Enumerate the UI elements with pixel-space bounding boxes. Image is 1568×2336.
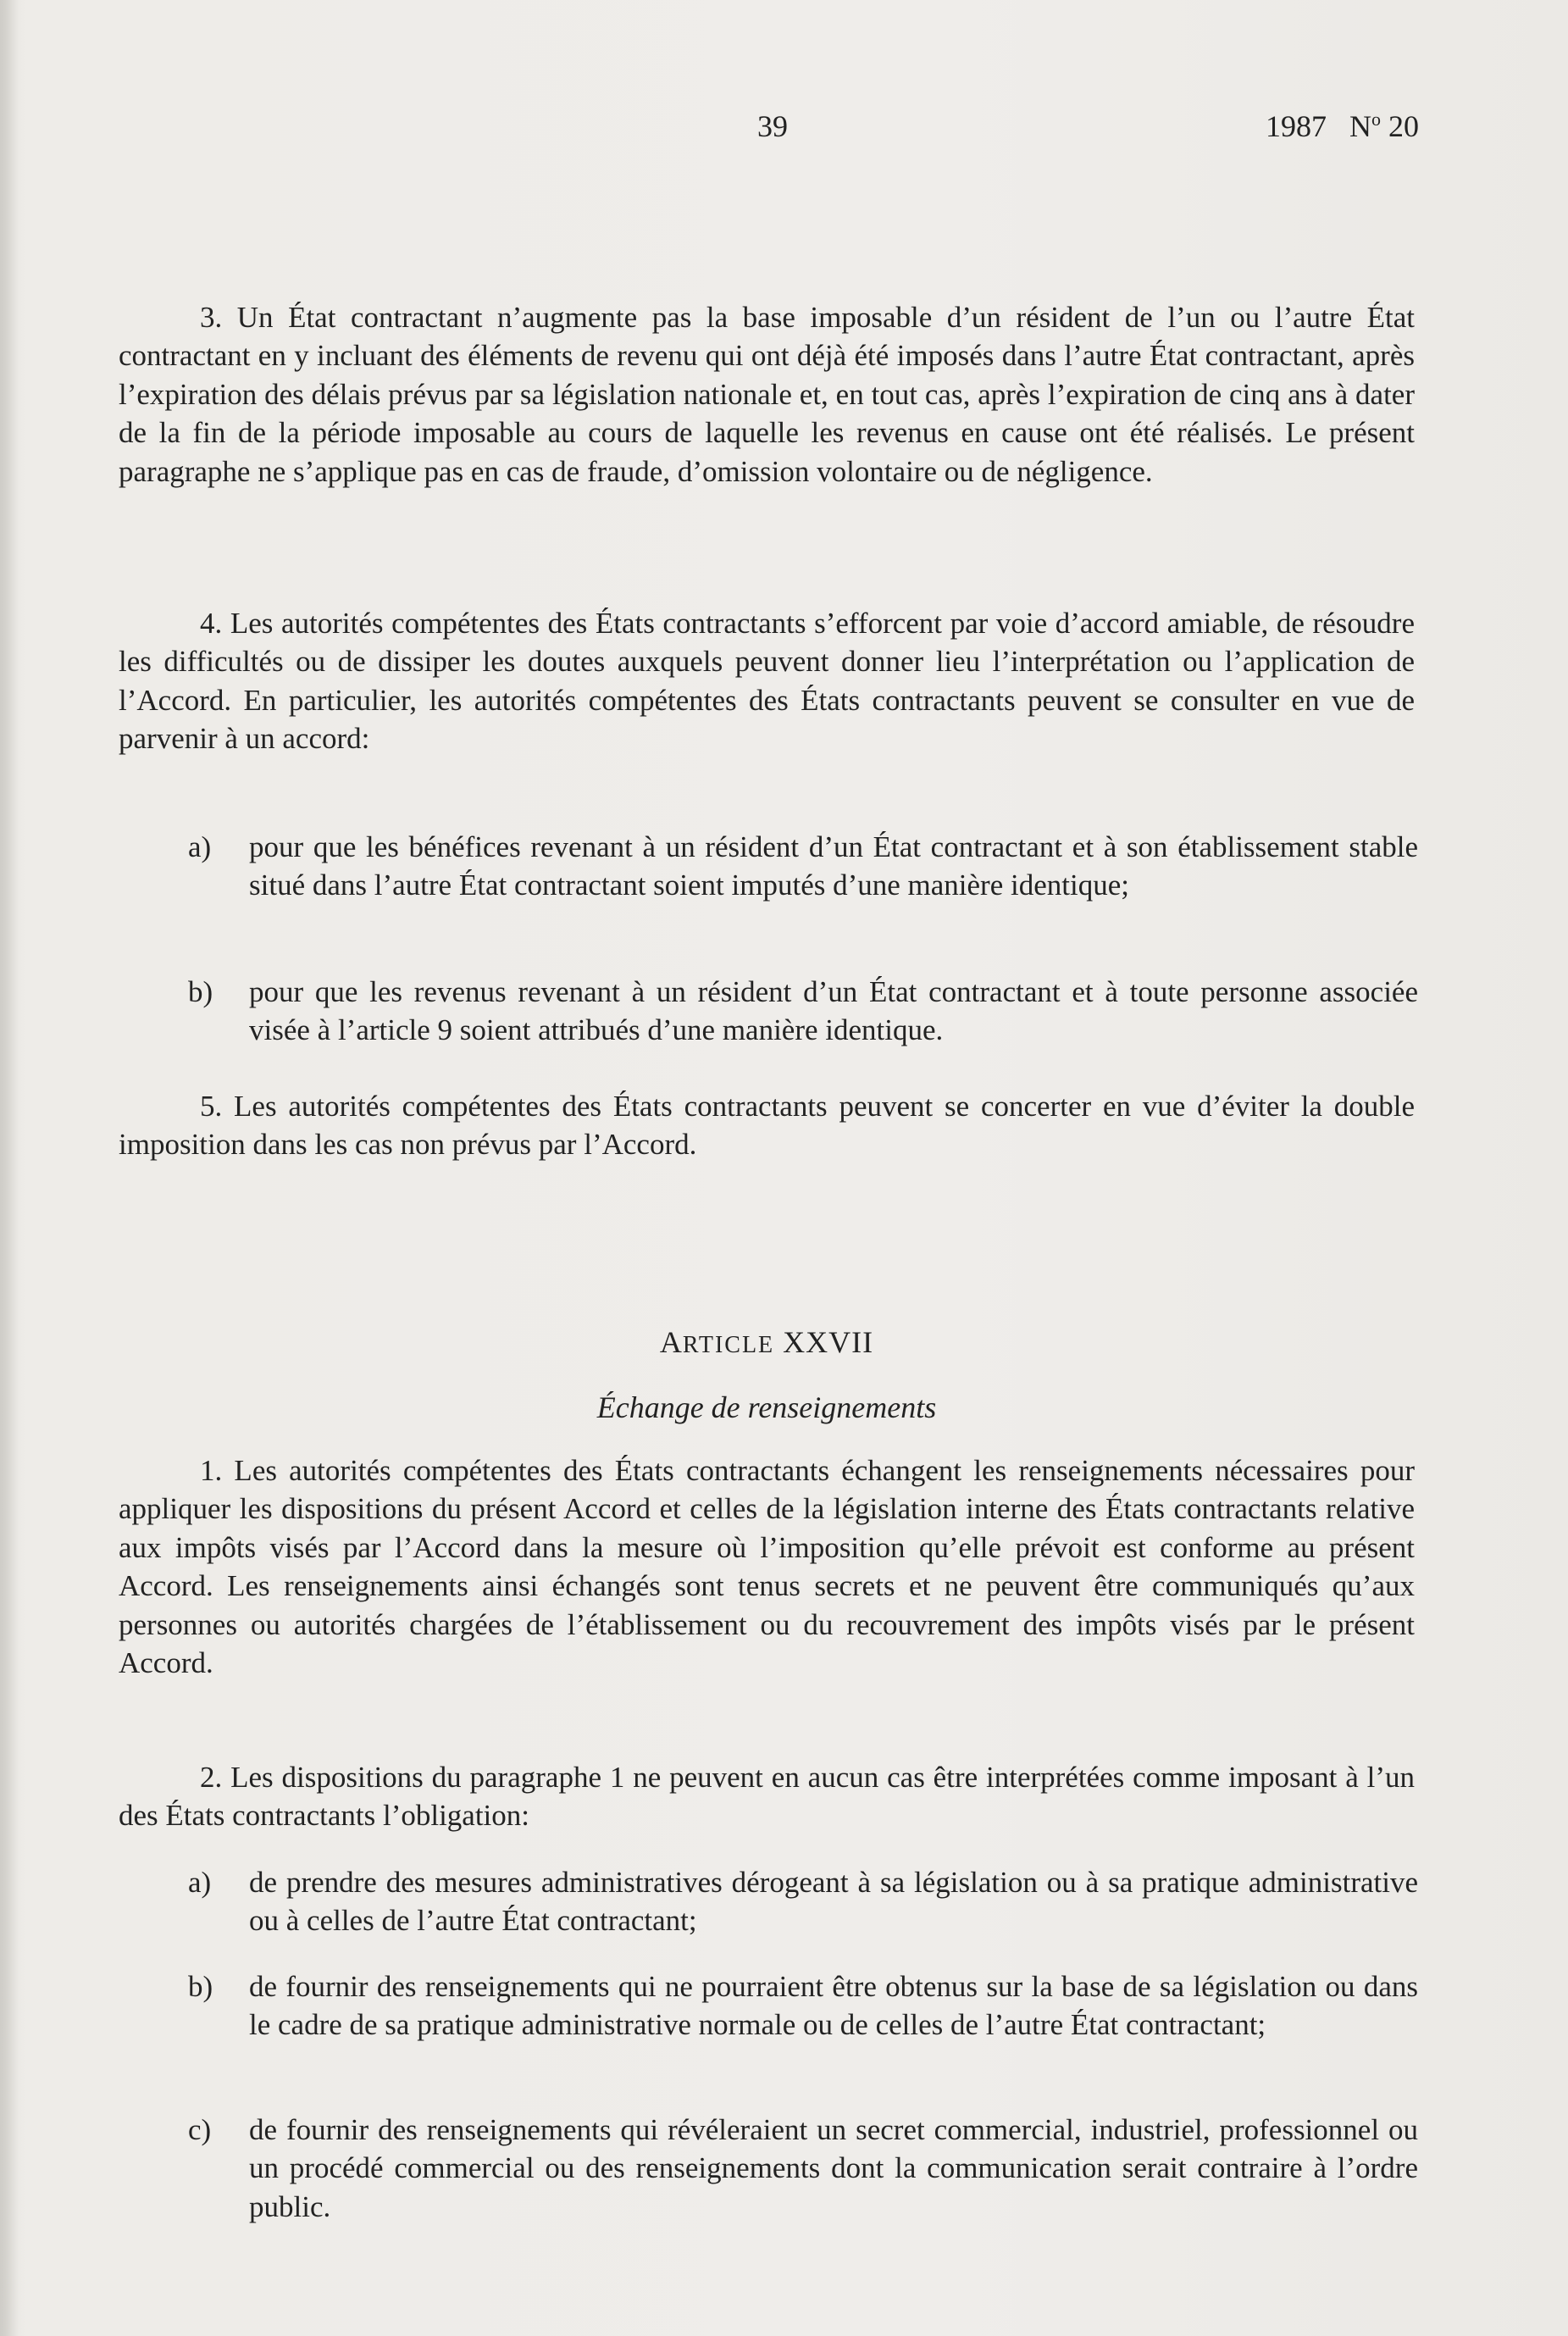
- list-item-label: c): [188, 2113, 212, 2146]
- list-item-label: b): [188, 1970, 213, 2003]
- list-item-label: b): [188, 975, 213, 1008]
- binding-shadow: [0, 0, 19, 2336]
- list-item: [188, 828, 1418, 905]
- article-number: XXVII: [783, 1325, 874, 1359]
- article-title-initial: A: [659, 1325, 683, 1359]
- series-no-label: N: [1349, 109, 1371, 143]
- series-number: 20: [1388, 109, 1419, 143]
- series-no-sup: o: [1371, 108, 1381, 130]
- article-paragraph-2: 2. Les dispositions du paragraphe 1 ne peuvent en aucun cas être interprétées comme imposant à l’un des États contractants l’obligation:: [119, 1761, 1415, 1833]
- list-item: [188, 2111, 1418, 2226]
- article-title: [119, 1324, 1415, 1360]
- article-title-rest: RTICLE: [682, 1332, 775, 1358]
- article-paragraph-1: 1. Les autorités compétentes des États contractants échangent les renseignements nécessaires pour appliquer les dispositions du présent Accord et celles de la législation interne des États contractants relative aux impôts visés par l’Accord dans la mesure où l’imposition qu’elle prévoit est conforme au présent Accord. Les renseignements ainsi échangés sont tenus secrets et ne peuvent être communiqués qu’aux personnes ou autorités chargées de l’établissement ou du recouvrement des impôts visés par le présent Accord.: [119, 1454, 1415, 1680]
- list-item: [188, 1967, 1418, 2045]
- paragraph-5: 5. Les autorités compétentes des États contractants peuvent se concerter en vue d’éviter la double imposition dans les cas non prévus par l’Accord.: [119, 1090, 1415, 1162]
- page-number: 39: [757, 109, 788, 143]
- paragraph-4: 4. Les autorités compétentes des États contractants s’efforcent par voie d’accord amiable, de résoudre les difficultés ou de dissiper les doutes auxquels peuvent donner lieu l’interprétation ou l’application de l’Accord. En particulier, les autorités compétentes des États contractants peuvent se consulter en vue de parvenir à un accord:: [119, 607, 1415, 756]
- paragraph-3: 3. Un État contractant n’augmente pas la base imposable d’un résident de l’un ou l’autre État contractant en y incluant des éléments de revenu qui ont déjà été imposés dans l’autre État contractant, après l’expiration des délais prévus par sa législation nationale et, en tout cas, après l’expiration de cinq ans à dater de la fin de la période imposable au cours de laquelle les revenus en cause ont été réalisés. Le présent paragraphe ne s’applique pas en cas de fraude, d’omission volontaire ou de négligence.: [119, 301, 1415, 488]
- list-item-text: de fournir des renseignements qui révéleraient un secret commercial, industriel, professionnel ou un procédé commercial ou des renseignements dont la communication serait contraire à l’ordre public.: [249, 2113, 1418, 2223]
- list-item-text: de fournir des renseignements qui ne pourraient être obtenus sur la base de sa législation ou dans le cadre de sa pratique administrative normale ou de celles de l’autre État contractant;: [249, 1970, 1418, 2042]
- list-item-label: a): [188, 1866, 212, 1899]
- list-item-text: de prendre des mesures administratives dérogeant à sa législation ou à sa pratique administrative ou à celles de l’autre État contractant;: [249, 1866, 1418, 1938]
- series-reference: [1266, 108, 1419, 144]
- list-item-label: a): [188, 830, 212, 863]
- list-item: [188, 1863, 1418, 1940]
- list-item-text: pour que les bénéfices revenant à un résident d’un État contractant et à son établissement stable situé dans l’autre État contractant soient imputés d’une manière identique;: [249, 830, 1418, 902]
- page-header: [119, 108, 1419, 151]
- list-item-text: pour que les revenus revenant à un résident d’un État contractant et à toute personne associée visée à l’article 9 soient attribués d’une manière identique.: [249, 975, 1418, 1047]
- article-subtitle: Échange de renseignements: [596, 1390, 937, 1424]
- series-year: 1987: [1266, 109, 1327, 143]
- list-item: [188, 973, 1418, 1050]
